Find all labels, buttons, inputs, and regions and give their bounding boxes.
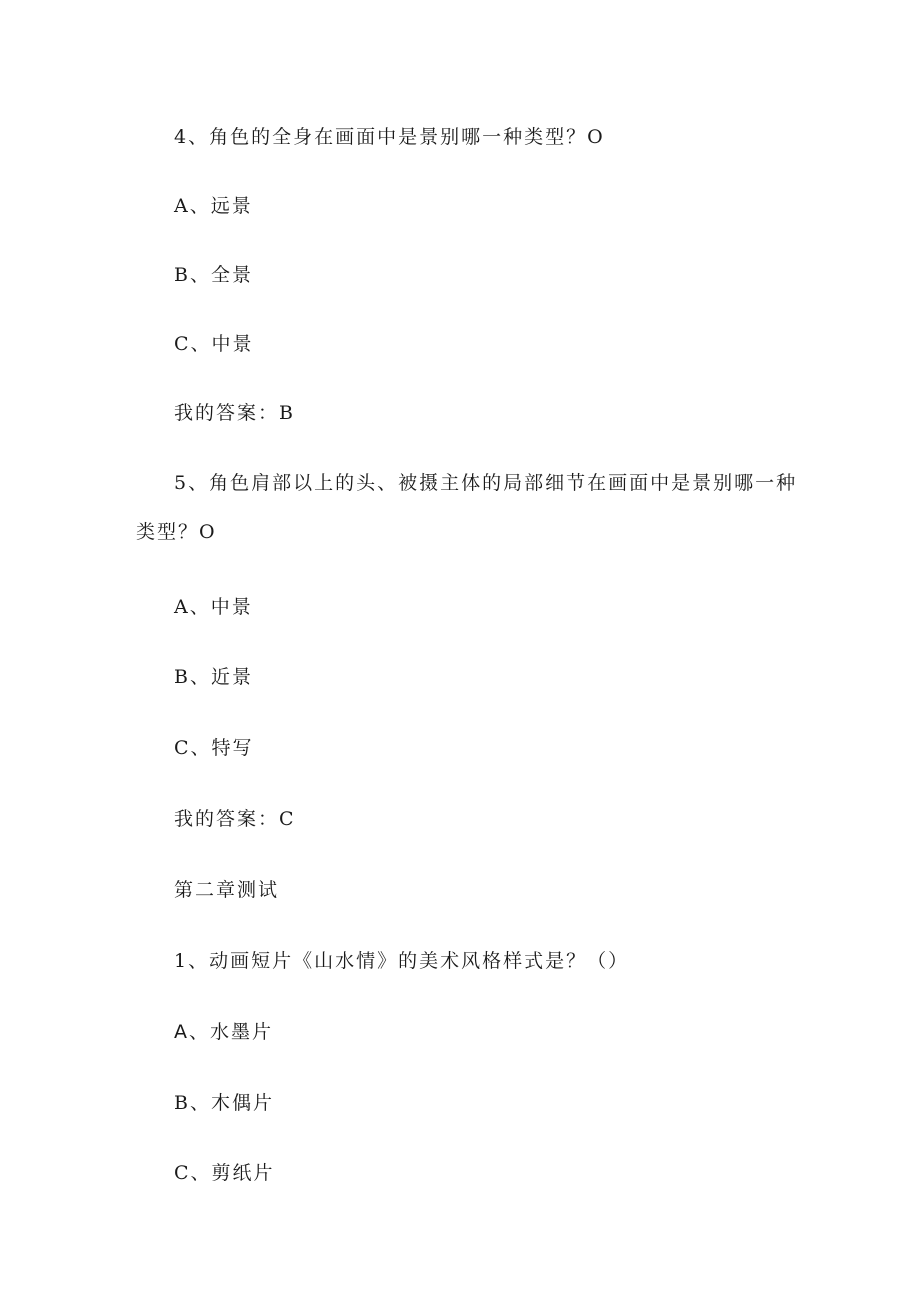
c2q1-option-a xyxy=(174,1020,273,1044)
q4-option-a: A、远景 xyxy=(174,195,253,217)
c2q1-option-b: B、木偶片 xyxy=(174,1092,274,1114)
question-5-line-2: 类型？O xyxy=(136,521,217,543)
q4-answer: 我的答案：B xyxy=(174,402,295,424)
c2q1-option-c: C、剪纸片 xyxy=(174,1162,275,1184)
question-4: 4、角色的全身在画面中是景别哪一种类型？O xyxy=(174,126,605,148)
q5-option-b: B、近景 xyxy=(174,666,253,688)
q4-option-b: B、全景 xyxy=(174,264,253,286)
c2q1-option-a-letter: A xyxy=(174,1021,189,1043)
c2q1-option-a-text: 、水墨片 xyxy=(189,1021,274,1043)
question-5-line-1: 5、角色肩部以上的头、被摄主体的局部细节在画面中是景别哪一种 xyxy=(174,472,798,494)
q4-option-c: C、中景 xyxy=(174,333,254,355)
q5-option-a: A、中景 xyxy=(174,596,253,618)
q5-answer: 我的答案：C xyxy=(174,808,296,830)
chapter-2-question-1: 1、动画短片《山水情》的美术风格样式是？（） xyxy=(174,950,630,972)
q5-option-c: C、特写 xyxy=(174,737,254,759)
chapter-2-heading: 第二章测试 xyxy=(174,879,280,901)
